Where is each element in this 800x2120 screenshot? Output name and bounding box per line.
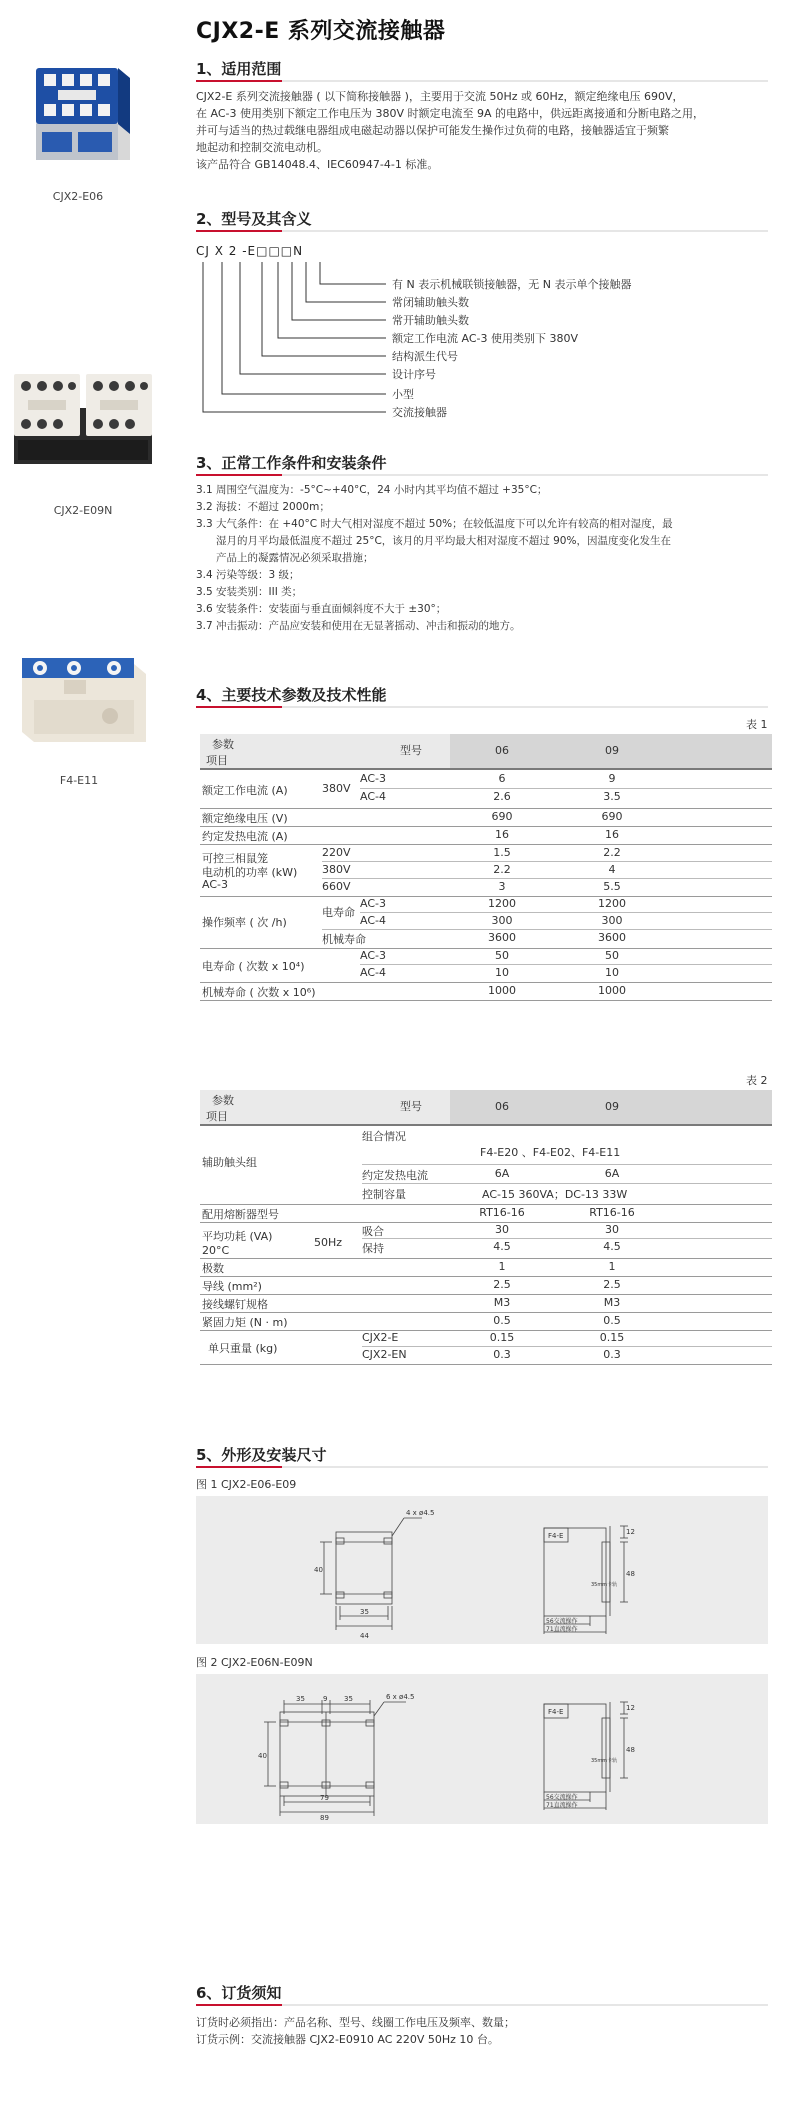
table-rule — [200, 1364, 772, 1365]
fig2-width-89-label: 89 — [320, 1814, 329, 1822]
t1-ac4: AC-4 — [360, 914, 386, 927]
t2-weight: 单只重量 (kg) — [208, 1342, 278, 1355]
condition-line: 3.3 大气条件：在 +40°C 时大气相对湿度不超过 50%；在较低温度下可以允许有较高的相对湿度，最 — [196, 518, 673, 530]
t1-v: 2.2 — [493, 863, 511, 876]
t2-power-1: 平均功耗 (VA) — [202, 1230, 273, 1243]
t2-screw: 接线螺钉规格 — [202, 1298, 268, 1311]
t2-combination-value: F4-E20 、F4-E02、F4-E11 — [480, 1146, 621, 1159]
t1-v: 300 — [491, 914, 513, 927]
t2-capacity-value: AC-15 360VA；DC-13 33W — [482, 1188, 628, 1201]
model-item-no-contacts: 常开辅助触头数 — [392, 314, 469, 327]
t1-380v: 380V — [322, 863, 351, 876]
section-title-parameters: 4、主要技术参数及技术性能 — [196, 686, 387, 704]
t1-w: 4 — [608, 863, 616, 876]
table-rule — [200, 808, 772, 809]
t2-w: M3 — [603, 1296, 621, 1309]
fig1-height-label: 40 — [314, 1566, 323, 1574]
condition-line: 3.4 污染等级：3 级； — [196, 569, 300, 581]
t2-w: 2.5 — [603, 1278, 621, 1291]
t2-w: 4.5 — [603, 1240, 621, 1253]
table-rule — [200, 1312, 772, 1313]
table-rule — [360, 788, 772, 789]
t1-w: 16 — [605, 828, 619, 841]
t1-v: 1.5 — [493, 846, 511, 859]
table-rule — [362, 1164, 772, 1165]
section-title-conditions: 3、正常工作条件和安装条件 — [196, 454, 387, 472]
ordering-paragraph — [196, 2014, 768, 2048]
header-item: 项目 — [206, 754, 228, 767]
table-rule — [200, 1124, 772, 1126]
fig2-width-9-label: 9 — [323, 1695, 328, 1703]
table-1-label: 表 1 — [746, 718, 768, 731]
t2-v: 4.5 — [493, 1240, 511, 1253]
model-item-interlock: 有 N 表示机械联锁接触器，无 N 表示单个接触器 — [392, 278, 632, 291]
conditions-paragraph — [196, 482, 768, 635]
table-rule — [360, 912, 772, 913]
t1-w: 690 — [601, 810, 623, 823]
ordering-line: 订货时必须指出：产品名称、型号、线圈工作电压及频率、数量； — [196, 2016, 515, 2029]
figure-2-label: 图 2 CJX2-E06N-E09N — [196, 1656, 313, 1669]
header-param: 参数 — [212, 738, 234, 751]
t1-thermal: 约定发热电流 (A) — [202, 830, 288, 843]
t1-v: 2.6 — [493, 790, 511, 803]
fig2-depth-12-label: 12 — [626, 1704, 635, 1712]
fig1-width-35-label: 35 — [360, 1608, 369, 1616]
header-model: 型号 — [400, 1100, 422, 1113]
t2-w: RT16-16 — [589, 1206, 635, 1219]
t2-v: M3 — [493, 1296, 511, 1309]
t1-380v: 380V — [322, 782, 351, 795]
t1-w: 1200 — [598, 897, 626, 910]
fig1-ac-label: 56交流操作 — [546, 1618, 578, 1625]
model-designation-diagram — [196, 244, 768, 430]
t1-elec-life: 电寿命 — [322, 906, 355, 919]
figure-2-drawing — [196, 1674, 768, 1824]
t2-v: 0.3 — [493, 1348, 511, 1361]
t2-v: 0.5 — [493, 1314, 511, 1327]
t2-power-2: 20°C — [202, 1244, 230, 1257]
figure-1-drawing — [196, 1496, 768, 1644]
table-rule — [362, 1183, 772, 1184]
table-rule — [322, 861, 772, 862]
t1-motor-2: 电动机的功率 (kW) — [202, 866, 298, 879]
t2-v: 2.5 — [493, 1278, 511, 1291]
t2-v: 30 — [495, 1223, 509, 1236]
figure-1-label: 图 1 CJX2-E06-E09 — [196, 1478, 297, 1491]
fig2-width-79-label: 79 — [320, 1794, 329, 1802]
t2-hold: 保持 — [362, 1242, 384, 1255]
model-code: CJ X 2 -E□□□N — [196, 244, 304, 258]
t1-ac3: AC-3 — [360, 949, 386, 962]
table-rule — [200, 982, 772, 983]
condition-line: 3.2 海拔：不超过 2000m； — [196, 501, 330, 513]
header-col-06: 06 — [495, 744, 509, 757]
t1-w: 2.2 — [603, 846, 621, 859]
table-rule — [200, 1294, 772, 1295]
t2-w: 30 — [605, 1223, 619, 1236]
scope-line: 地起动和控制交流电动机。 — [196, 141, 328, 154]
section-rule — [196, 80, 768, 82]
table-rule — [200, 1000, 772, 1001]
t1-v: 50 — [495, 949, 509, 962]
t1-w: 3.5 — [603, 790, 621, 803]
t2-w: 1 — [608, 1260, 616, 1273]
t1-ac4: AC-4 — [360, 790, 386, 803]
fig1-width-44-label: 44 — [360, 1632, 369, 1640]
t2-fuse: 配用熔断器型号 — [202, 1208, 279, 1221]
t2-pull-in: 吸合 — [362, 1225, 384, 1238]
t1-220v: 220V — [322, 846, 351, 859]
model-item-structure-code: 结构派生代号 — [392, 350, 458, 363]
section-title-model: 2、型号及其含义 — [196, 210, 312, 228]
table-rule — [200, 1204, 772, 1205]
t2-torque: 紧固力矩 (N · m) — [202, 1316, 288, 1329]
product-caption-cjx2-e09n: CJX2-E09N — [53, 504, 113, 517]
section-rule — [196, 474, 768, 476]
model-item-ac-contactor: 交流接触器 — [392, 406, 447, 419]
t2-w: 0.3 — [603, 1348, 621, 1361]
t1-v: 16 — [495, 828, 509, 841]
t1-w: 5.5 — [603, 880, 621, 893]
table-rule — [362, 1346, 772, 1347]
scope-line: 该产品符合 GB14048.4、IEC60947-4-1 标准。 — [196, 158, 439, 171]
t1-w: 9 — [608, 772, 616, 785]
header-col-06: 06 — [495, 1100, 509, 1113]
scope-line: CJX2-E 系列交流接触器 ( 以下简称接触器 )，主要用于交流 50Hz 或 60Hz，额定绝缘电压 690V， — [196, 90, 684, 103]
header-col-09: 09 — [605, 1100, 619, 1113]
t1-insulation: 额定绝缘电压 (V) — [202, 812, 288, 825]
scope-line: 并可与适当的热过载继电器组成电磁起动器以保护可能发生操作过负荷的电路，接触器适宜于频繁 — [196, 124, 669, 137]
ordering-line: 订货示例：交流接触器 CJX2-E0910 AC 220V 50Hz 10 台。 — [196, 2033, 499, 2046]
fig2-height-label: 40 — [258, 1752, 267, 1760]
t1-660v: 660V — [322, 880, 351, 893]
fig1-depth-12-label: 12 — [626, 1528, 635, 1536]
t1-elec-life-count: 电寿命 ( 次数 x 10⁴) — [202, 960, 305, 973]
t1-rated-current: 额定工作电流 (A) — [202, 784, 288, 797]
t1-mech-life-count: 机械寿命 ( 次数 x 10⁶) — [202, 986, 316, 999]
scope-paragraph — [196, 88, 768, 173]
t2-cjx2-e: CJX2-E — [362, 1331, 399, 1344]
condition-line: 3.6 安装条件：安装面与垂直面倾斜度不大于 ±30°； — [196, 603, 447, 615]
t1-ac4: AC-4 — [360, 966, 386, 979]
t1-ac3: AC-3 — [360, 772, 386, 785]
t2-cjx2-en: CJX2-EN — [362, 1348, 407, 1361]
t1-op-freq: 操作频率 ( 次 /h) — [202, 916, 287, 929]
section-title-dimensions: 5、外形及安装尺寸 — [196, 1446, 327, 1464]
header-col-09: 09 — [605, 744, 619, 757]
table-rule — [322, 878, 772, 879]
page-title: CJX2-E 系列交流接触器 — [196, 19, 446, 44]
t2-w: 0.5 — [603, 1314, 621, 1327]
fig2-ac-label: 56交流操作 — [546, 1794, 578, 1801]
fig2-holes-label: 6 x ø4.5 — [386, 1693, 415, 1701]
t2-thermal: 约定发热电流 — [362, 1169, 428, 1182]
model-item-design-number: 设计序号 — [392, 368, 436, 381]
table-rule — [200, 826, 772, 827]
t2-combination: 组合情况 — [362, 1130, 406, 1143]
t2-w: 0.15 — [599, 1331, 625, 1344]
product-image-cjx2-e06 — [18, 60, 138, 168]
condition-line: 3.1 周围空气温度为：-5°C~+40°C，24 小时内其平均值不超过 +35°C； — [196, 484, 548, 496]
table-2-label: 表 2 — [746, 1074, 768, 1087]
product-caption-f4-e11: F4-E11 — [59, 774, 99, 787]
t2-v: RT16-16 — [479, 1206, 525, 1219]
section-rule — [196, 2004, 768, 2006]
fig1-holes-label: 4 x ø4.5 — [406, 1509, 435, 1517]
fig2-depth-48-label: 48 — [626, 1746, 635, 1754]
table-rule — [200, 768, 772, 770]
condition-line: 3.7 冲击振动：产品应安装和使用在无显著摇动、冲击和振动的地方。 — [196, 620, 521, 632]
t1-w: 1000 — [598, 984, 626, 997]
t1-v: 3 — [498, 880, 506, 893]
t1-v: 10 — [495, 966, 509, 979]
model-item-rated-current: 额定工作电流 AC-3 使用类别下 380V — [392, 332, 578, 345]
t1-v: 1200 — [488, 897, 516, 910]
section-title-scope: 1、适用范围 — [196, 60, 282, 78]
t1-v: 3600 — [488, 931, 516, 944]
t1-w: 10 — [605, 966, 619, 979]
model-item-nc-contacts: 常闭辅助触头数 — [392, 296, 469, 309]
section-rule — [196, 230, 768, 232]
condition-line: 湿月的月平均最低温度不超过 25°C，该月的月平均最大相对湿度不超过 90%，因温度变化发生在 — [216, 535, 671, 547]
fig1-f4e-label: F4-E — [548, 1532, 564, 1540]
section-title-ordering: 6、订货须知 — [196, 1984, 282, 2002]
table-rule — [200, 844, 772, 845]
header-model: 型号 — [400, 744, 422, 757]
t2-v: 1 — [498, 1260, 506, 1273]
fig2-rail-label: 35mm卡轨 — [591, 1758, 618, 1764]
t2-capacity: 控制容量 — [362, 1188, 406, 1201]
fig2-width-35b-label: 35 — [344, 1695, 353, 1703]
t2-v: 0.15 — [489, 1331, 515, 1344]
t2-50hz: 50Hz — [314, 1236, 343, 1249]
t1-ac3: AC-3 — [360, 897, 386, 910]
t2-aux-group: 辅助触头组 — [202, 1156, 257, 1169]
table-rule — [360, 964, 772, 965]
t1-w: 3600 — [598, 931, 626, 944]
fig2-dc-label: 71直流操作 — [546, 1802, 578, 1809]
t2-poles: 极数 — [202, 1262, 224, 1275]
fig1-depth-48-label: 48 — [626, 1570, 635, 1578]
table-rule — [362, 1238, 772, 1239]
condition-line: 3.5 安装类别：III 类； — [196, 586, 303, 598]
section-rule — [196, 1466, 768, 1468]
t1-v: 690 — [491, 810, 513, 823]
product-caption-cjx2-e06: CJX2-E06 — [52, 190, 104, 203]
fig2-f4e-label: F4-E — [548, 1708, 564, 1716]
fig2-width-35a-label: 35 — [296, 1695, 305, 1703]
product-image-cjx2-e09n — [8, 368, 158, 468]
t1-motor-1: 可控三相鼠笼 — [202, 852, 268, 865]
t1-w: 300 — [601, 914, 623, 927]
t1-mech-life: 机械寿命 — [322, 933, 366, 946]
header-item: 项目 — [206, 1110, 228, 1123]
t2-v: 6A — [494, 1167, 510, 1180]
header-param: 参数 — [212, 1094, 234, 1107]
fig1-dc-label: 71直流操作 — [546, 1626, 578, 1633]
product-image-f4-e11 — [14, 644, 154, 748]
t1-motor-3: AC-3 — [202, 878, 228, 891]
table-rule — [322, 929, 772, 930]
fig1-rail-label: 35mm卡轨 — [591, 1582, 618, 1588]
t2-w: 6A — [604, 1167, 620, 1180]
t1-v: 6 — [498, 772, 506, 785]
model-item-small: 小型 — [392, 388, 414, 401]
table-rule — [200, 1258, 772, 1259]
t2-wire: 导线 (mm²) — [202, 1280, 262, 1293]
table-rule — [200, 1276, 772, 1277]
condition-line: 产品上的凝露情况必须采取措施； — [216, 552, 374, 564]
t1-w: 50 — [605, 949, 619, 962]
section-rule — [196, 706, 768, 708]
t1-v: 1000 — [488, 984, 516, 997]
scope-line: 在 AC-3 使用类别下额定工作电压为 380V 时额定电流至 9A 的电路中，供远距离接通和分断电路之用， — [196, 107, 705, 120]
